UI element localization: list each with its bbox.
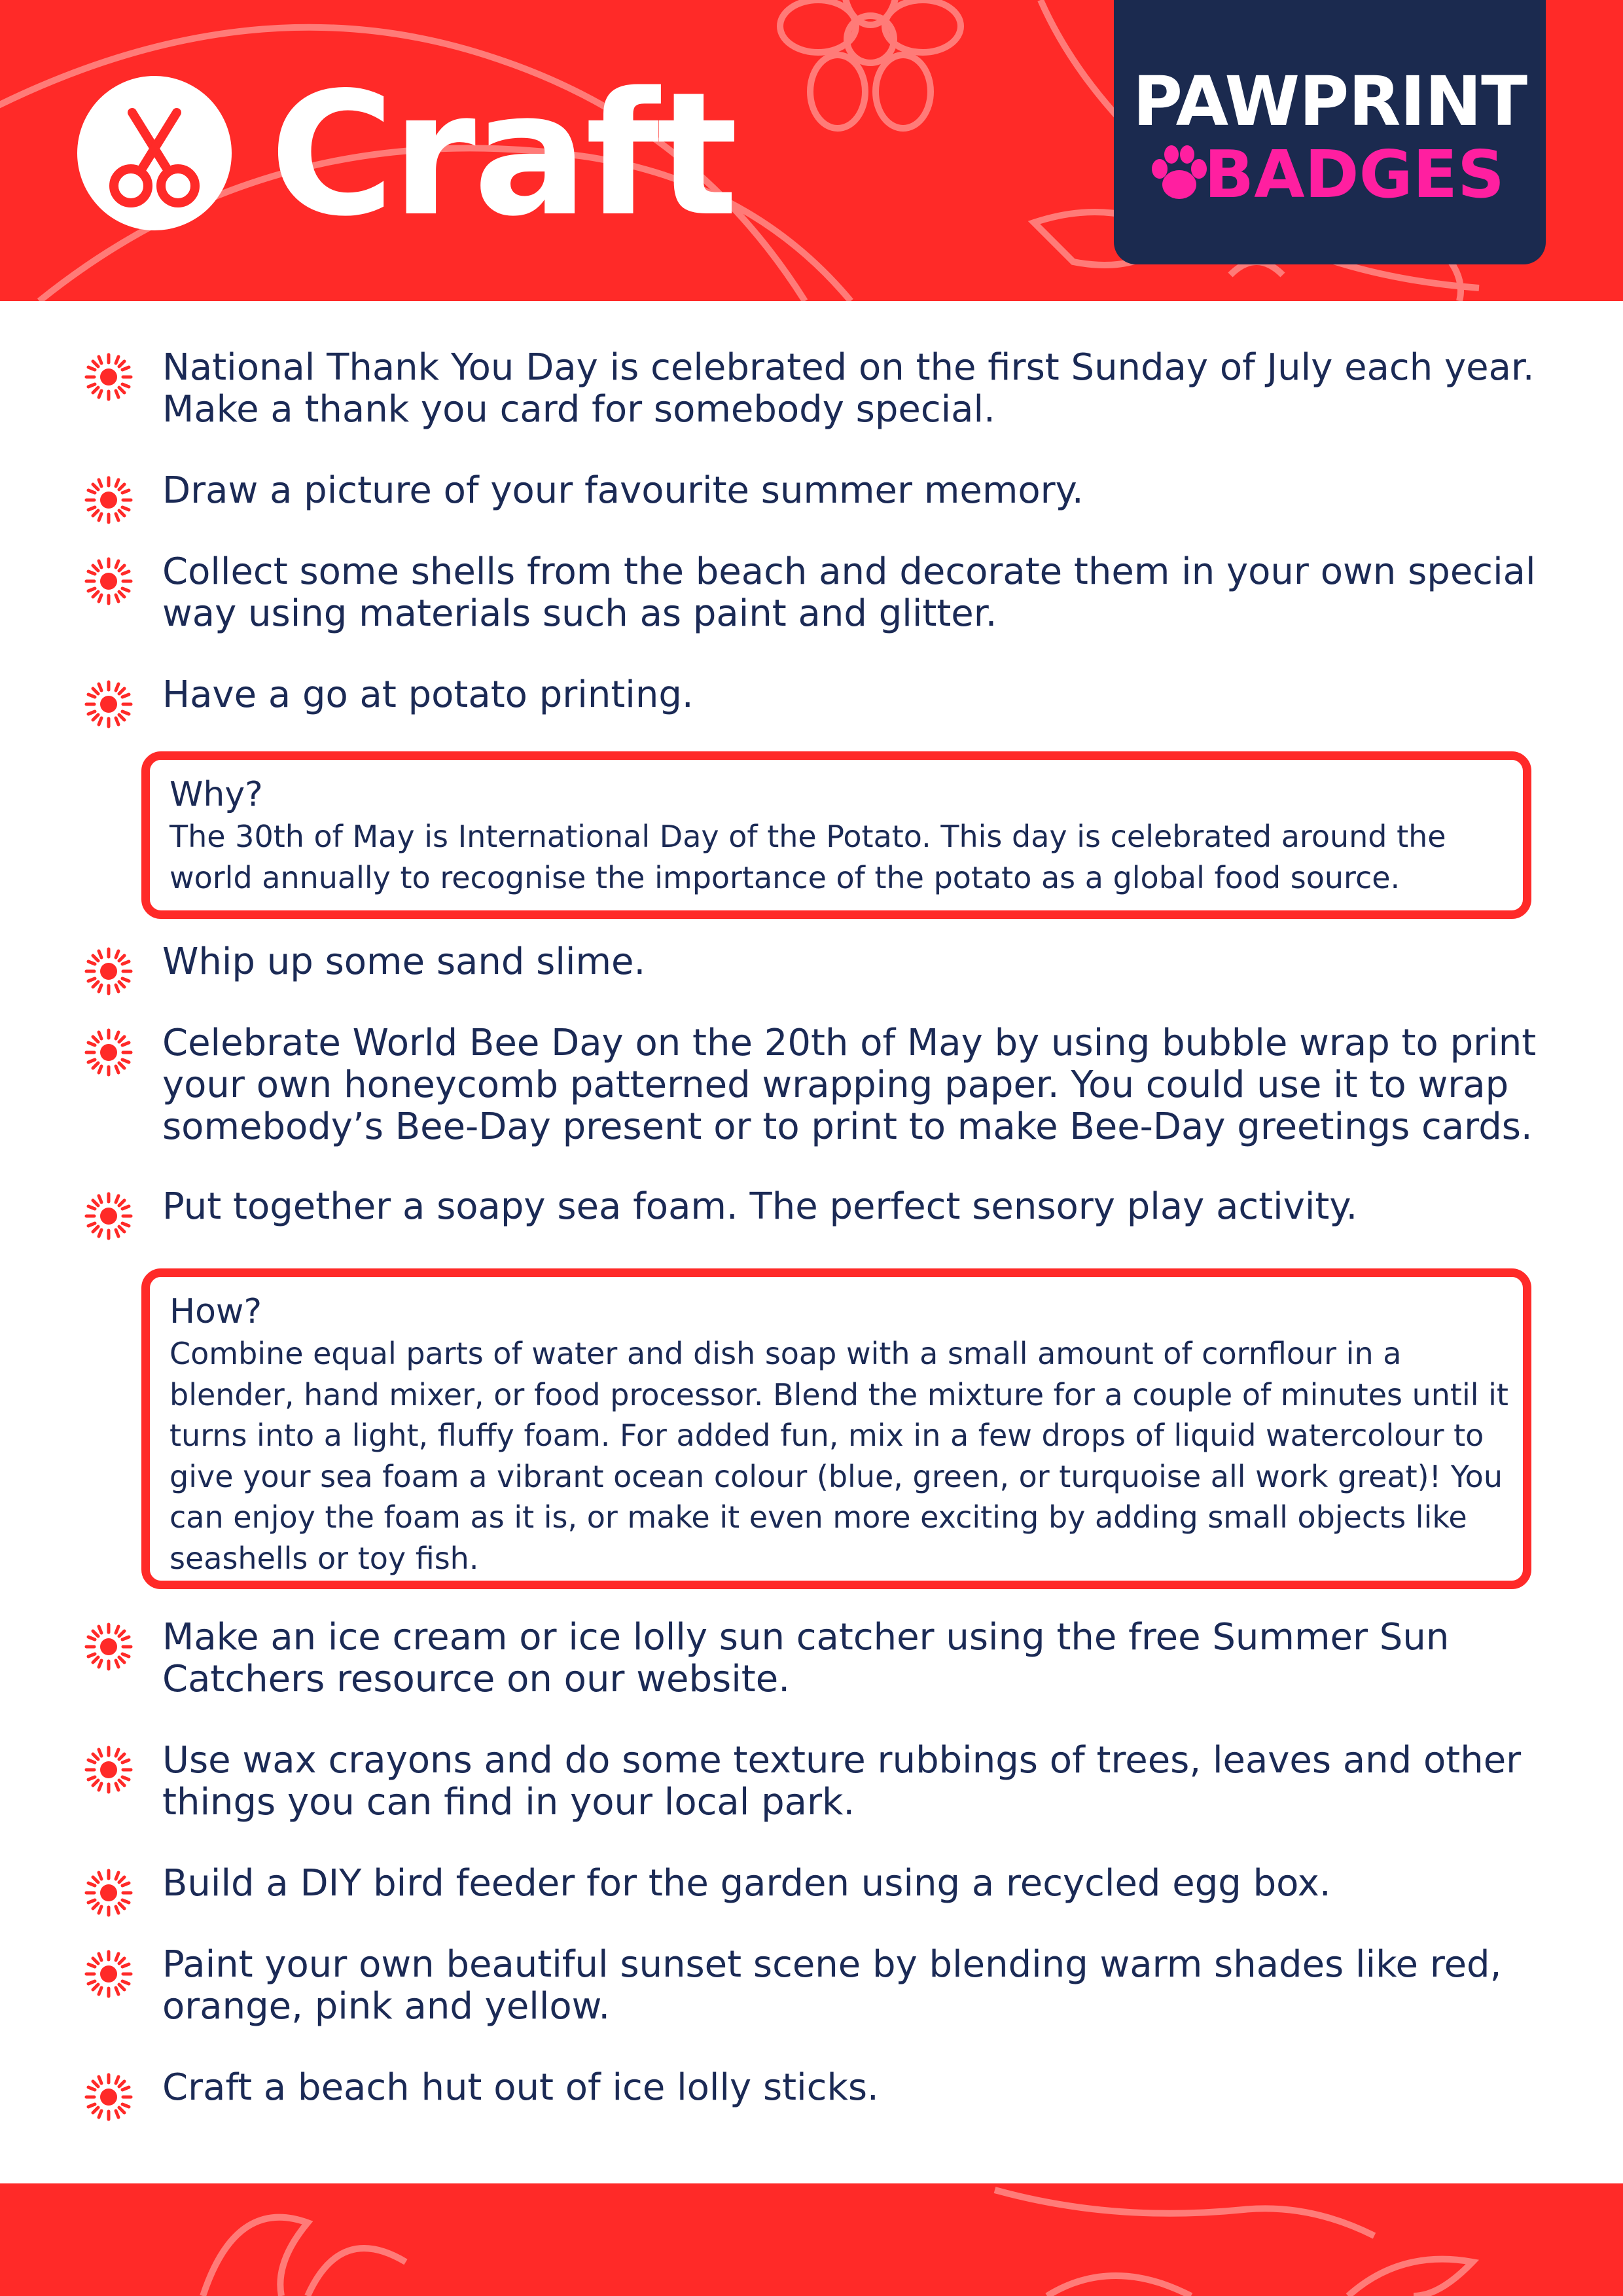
sun-icon — [84, 1949, 134, 1999]
page-title: Craft — [270, 56, 736, 254]
callout-body: Combine equal parts of water and dish soap with a small amount of cornflour in a blender, hand mixer, or food processor. Blend the mixture for a couple of minutes until it turns into a light, fluffy foam. For added fun, mix in a few drops of liquid watercolour to give your sea foam a vibrant ocean colour (blue, green, or turquoise all work great)! You can enjoy the foam as it is, or make it even more exciting by adding small objects like seashells or toy fish. — [169, 1336, 1508, 1576]
activity-text: Have a go at potato printing. — [162, 673, 694, 716]
activity-text: Make an ice cream or ice lolly sun catcher using the free Summer Sun Catchers resource on our website. — [162, 1616, 1450, 1700]
sun-icon — [84, 1191, 134, 1241]
sun-icon — [84, 946, 134, 996]
activity-text: National Thank You Day is celebrated on the first Sunday of July each year. Make a thank you card for somebody special. — [162, 346, 1535, 431]
activity-text: Celebrate World Bee Day on the 20th of May by using bubble wrap to print your own honeycomb patterned wrapping paper. You could use it to wrap somebody’s Bee-Day present or to print to make Bee-Day greetings cards. — [162, 1022, 1537, 1148]
sun-icon — [84, 1622, 134, 1672]
callout-box-how — [141, 1268, 1531, 1589]
doodle-pattern-icon — [0, 2183, 1623, 2296]
activity-text: Use wax crayons and do some texture rubbings of trees, leaves and other things you can find in your local park. — [162, 1739, 1522, 1823]
activity-text: Paint your own beautiful sunset scene by blending warm shades like red, orange, pink and yellow. — [162, 1943, 1502, 2028]
sun-icon — [84, 679, 134, 729]
logo-text-badges: BADGES — [1204, 136, 1505, 213]
paw-icon — [1149, 145, 1209, 203]
activity-text: Draw a picture of your favourite summer memory. — [162, 469, 1084, 512]
sun-icon — [84, 1745, 134, 1795]
callout-box-why — [141, 751, 1531, 919]
pawprint-badges-logo — [1114, 0, 1546, 264]
sun-icon — [84, 352, 134, 402]
footer-banner — [0, 2183, 1623, 2296]
activity-text: Collect some shells from the beach and decorate them in your own special way using materials such as paint and glitter. — [162, 550, 1536, 635]
callout-title: Why? — [169, 775, 263, 814]
activity-text: Put together a soapy sea foam. The perfect sensory play activity. — [162, 1185, 1358, 1228]
sun-icon — [84, 475, 134, 525]
scissors-icon — [77, 76, 232, 230]
sun-icon — [84, 2072, 134, 2122]
header-banner — [0, 0, 1623, 301]
callout-title: How? — [169, 1292, 262, 1331]
sun-icon — [84, 1868, 134, 1918]
activity-text: Build a DIY bird feeder for the garden using a recycled egg box. — [162, 1862, 1331, 1905]
sun-icon — [84, 1028, 134, 1077]
activity-text: Whip up some sand slime. — [162, 941, 646, 983]
sun-icon — [84, 556, 134, 606]
activity-text: Craft a beach hut out of ice lolly sticks. — [162, 2066, 879, 2109]
callout-body: The 30th of May is International Day of the Potato. This day is celebrated around the world annually to recognise the importance of the potato as a global food source. — [169, 819, 1446, 895]
logo-text-pawprint: PAWPRINT — [1132, 62, 1527, 141]
